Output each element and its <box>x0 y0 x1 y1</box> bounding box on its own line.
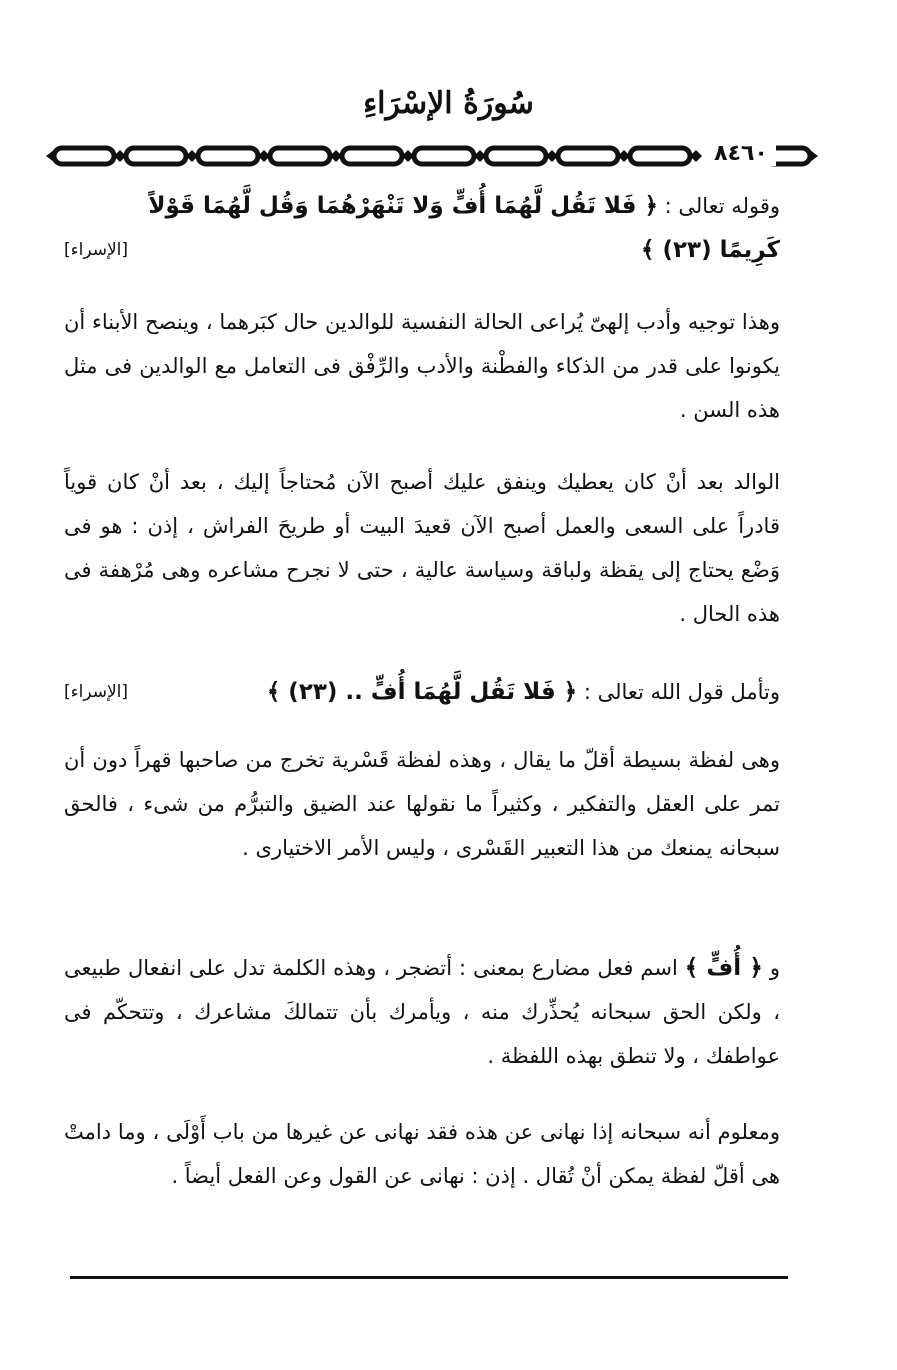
verse-block-1 <box>64 184 780 272</box>
quran-verse: ﴿ فَلا تَقُل لَّهُمَا أُفٍّ .. (٢٣) ﴾ <box>266 679 578 705</box>
paragraph-text: الوالد بعد أنْ كان يعطيك وينفق عليك أصبح الآن مُحتاجاً إليك ، بعد أنْ كان قوياً قادراً على السعى والعمل أصبح الآن قعيدَ البيت أو طريحَ الفراش ، إذن : هو فى وَضْع يحتاج إلى يقظة ولباقة وسياسة عالية ، حتى لا نجرح مشاعره وهى مُرْهفة فى هذه الحال . <box>64 470 780 626</box>
paragraph-3 <box>64 738 780 870</box>
surah-title: سُورَةُ الإسْرَاءِ <box>363 86 534 121</box>
paragraph-2 <box>64 460 780 636</box>
chain-ornament-icon <box>46 140 818 174</box>
paragraph-1 <box>64 300 780 432</box>
quran-verse-end: كَرِيمًا (٢٣) ﴾ <box>641 237 780 263</box>
paragraph-5 <box>64 1110 780 1198</box>
surah-reference: [الإسراء] <box>64 682 129 702</box>
paragraph-text: و <box>769 956 780 980</box>
paragraph-text: وهذا توجيه وأدب إلهىّ يُراعى الحالة النفسية للوالدين حال كبَرهما ، وينصح الأبناء أن يكونوا على قدر من الذكاء والفطْنة والأدب والرِّفْق فى التعامل مع الوالدين فى مثل هذه السن . <box>64 310 780 422</box>
footer-divider <box>70 1276 788 1279</box>
verse-intro: وقوله تعالى : <box>664 194 780 218</box>
quran-word: ﴿ أُفٍّ ﴾ <box>684 955 763 981</box>
verse-intro: وتأمل قول الله تعالى : <box>583 680 780 704</box>
verse-block-2 <box>64 670 780 714</box>
surah-reference: [الإسراء] <box>64 240 129 260</box>
page-number: ٨٤٦٠ <box>706 141 776 166</box>
paragraph-4 <box>64 946 780 1078</box>
paragraph-text: ومعلوم أنه سبحانه إذا نهانى عن هذه فقد نهانى عن غيرها من باب أَوْلَى ، وما دامتْ هى أقلّ لفظة يمكن أنْ تُقال . إذن : نهانى عن القول وعن الفعل أيضاً . <box>64 1120 780 1188</box>
quran-verse: ﴿ فَلا تَقُل لَّهُمَا أُفٍّ وَلا تَنْهَرْهُمَا وَقُل لَّهُمَا قَوْلاً <box>148 193 658 219</box>
paragraph-text: اسم فعل مضارع بمعنى : أتضجر ، وهذه الكلمة تدل على انفعال طبيعى ، ولكن الحق سبحانه يُحذِّرك منه ، ويأمرك بأن تتمالكَ مشاعرك ، وتتحكّم فى عواطفك ، ولا تنطق بهذه اللفظة . <box>64 956 780 1068</box>
header-ornament-band <box>46 140 818 174</box>
paragraph-text: وهى لفظة بسيطة أقلّ ما يقال ، وهذه لفظة قَسْرية تخرج من صاحبها قهراً دون أن تمر على العقل والتفكير ، وكثيراً ما نقولها عند الضيق والتبرُّم من شىء ، فالحق سبحانه يمنعك من هذا التعبير القَسْرى ، وليس الأمر الاختيارى . <box>64 748 780 860</box>
